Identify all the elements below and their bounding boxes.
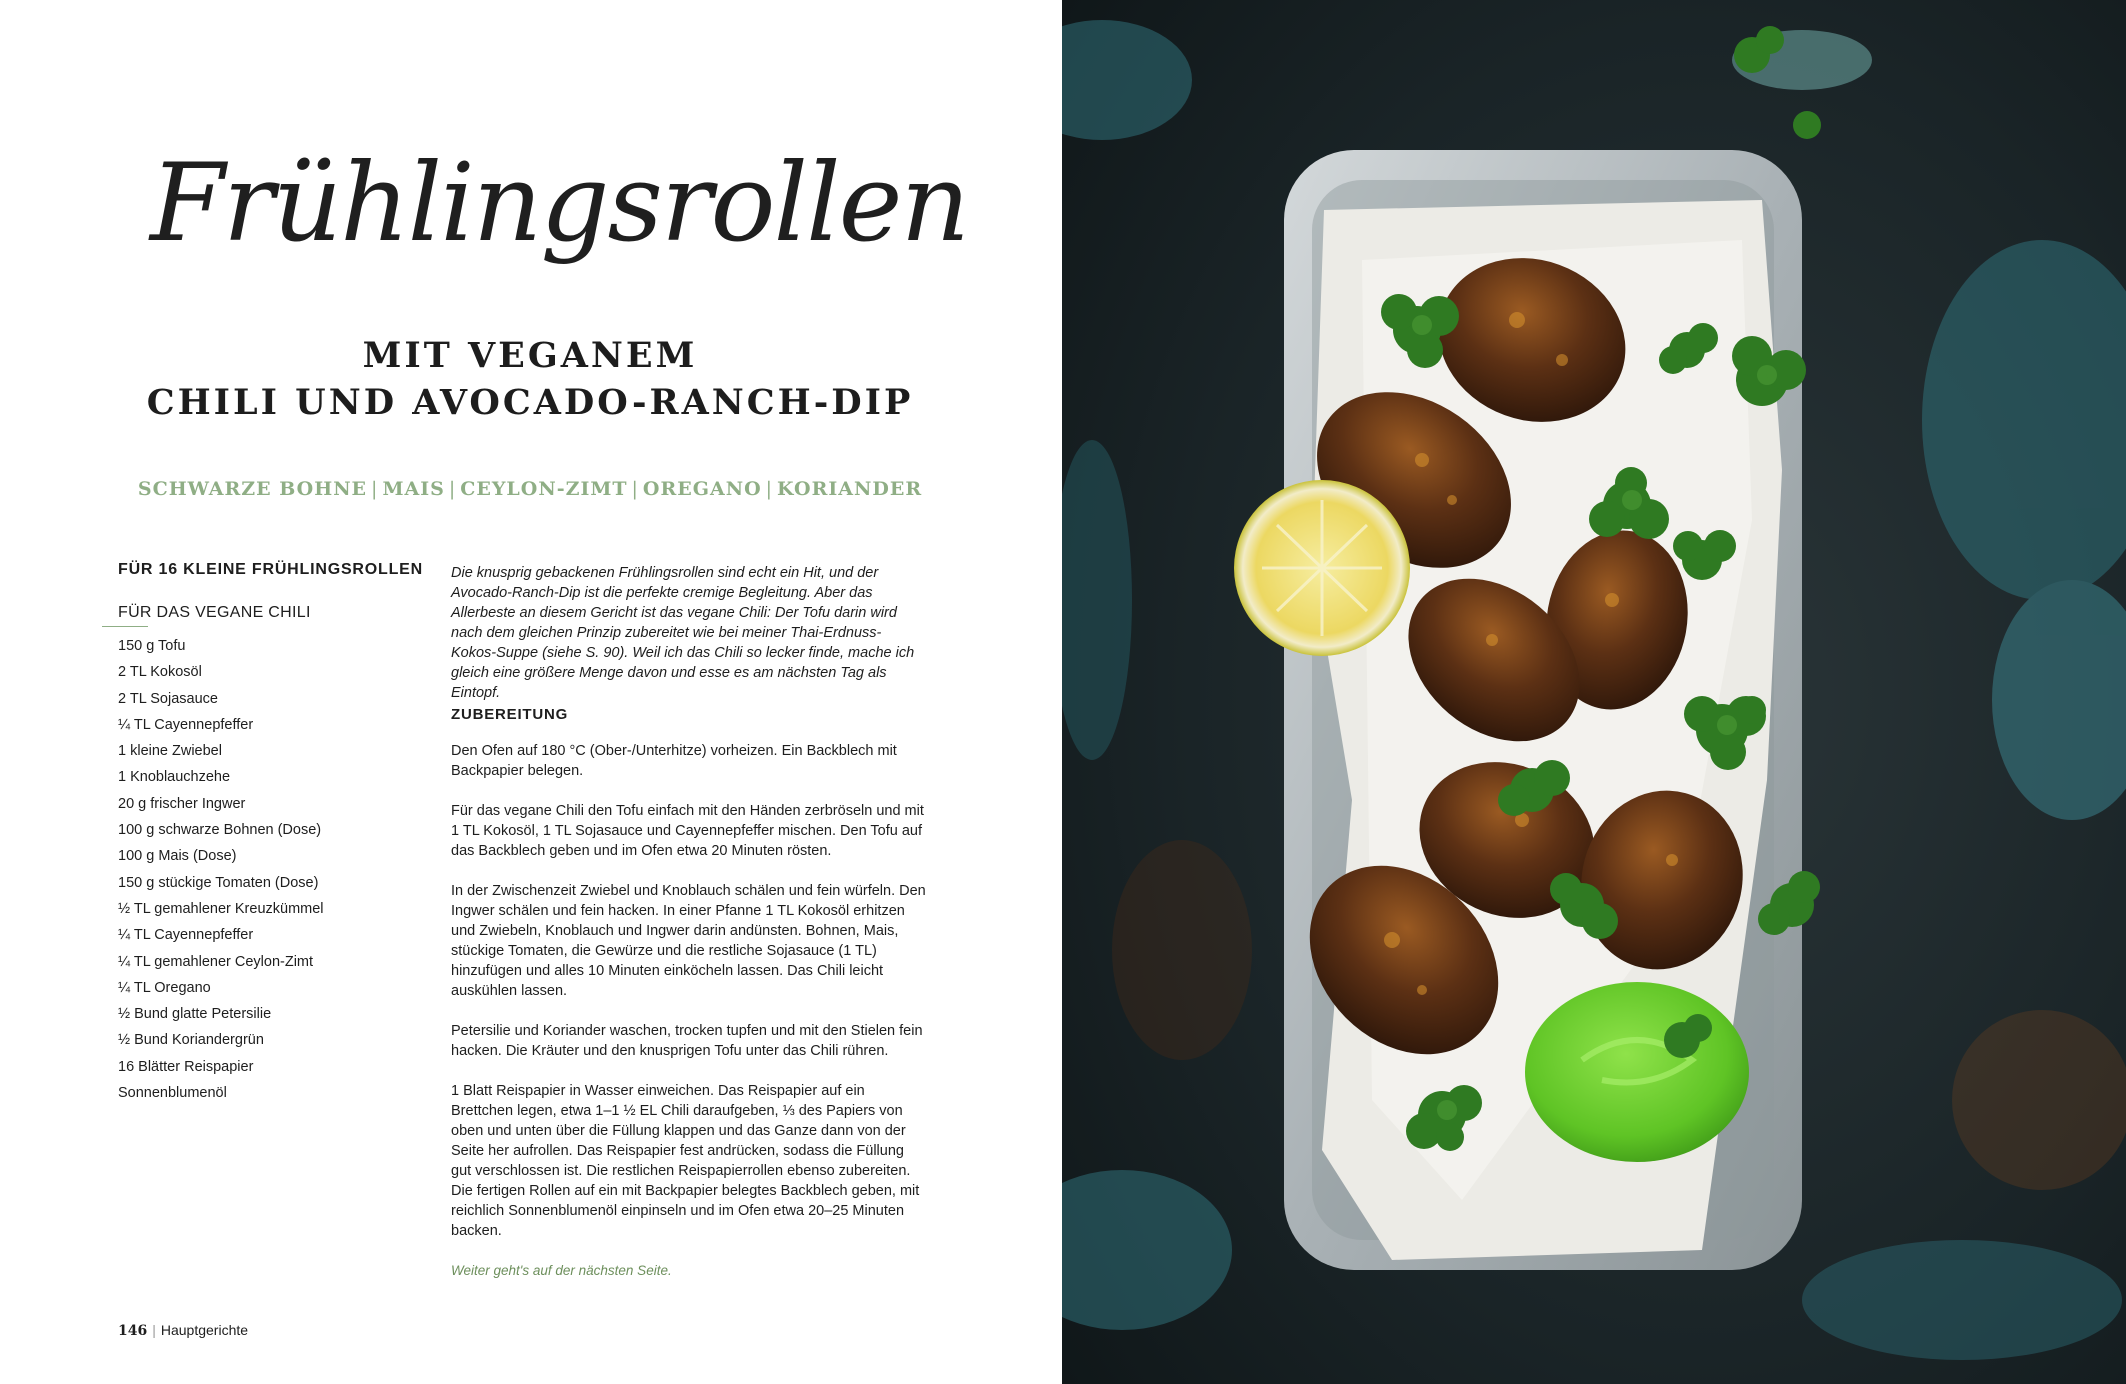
subtitle-line-2: CHILI UND AVOCADO-RANCH-DIP [146, 382, 914, 423]
ingredient-item: ¼ TL gemahlener Ceylon-Zimt [118, 953, 314, 970]
ingredient-item: 150 g Tofu [118, 638, 186, 654]
preparation-step: 1 Blatt Reispapier in Wasser einweichen. Das Reispapier auf ein Brettchen legen, etwa 1–1 ½ EL Chili daraufgeben, ⅓ des Papiers von oben und unten über die Füllung klappen und das Ganze dann von der Seite her aufrollen. Das Reispapier fest andrücken, sodass die Füllung gut verschlossen ist. Die restlichen Reispapierrollen ebenso zubereiten. Die fertigen Rollen auf ein mit Backpapier belegtes Backblech geben, mit reichlich Sonnenblumenöl einpinseln und im Ofen etwa 20–25 Minuten backen. [451, 1083, 920, 1239]
tag-separator: | [765, 478, 774, 500]
preparation-step: Für das vegane Chili den Tofu einfach mit den Händen zerbröseln und mit 1 TL Kokosöl, 1 TL Sojasauce und Cayennepfeffer mischen. Den Tofu auf das Backblech geben und im Ofen etwa 20 Minuten rösten. [451, 803, 924, 859]
spring-rolls-photo [1062, 0, 2126, 1384]
ingredient-group-heading: FÜR DAS VEGANE CHILI [118, 604, 311, 621]
avocado-dip [1525, 982, 1749, 1162]
tag-item: MAIS [382, 478, 445, 500]
ingredient-item: ¼ TL Cayennepfeffer [118, 716, 254, 733]
preparation-step: Petersilie und Koriander waschen, trocken tupfen und mit den Stielen fein hacken. Die Kräuter und den knusprigen Tofu unter das Chili rühren. [451, 1023, 923, 1059]
ingredient-item: 100 g schwarze Bohnen (Dose) [118, 822, 322, 839]
tag-separator: | [371, 478, 379, 500]
tag-item: SCHWARZE BOHNE [137, 478, 368, 500]
ingredient-item: 1 Knoblauchzehe [118, 769, 231, 786]
tag-item: KORIANDER [777, 478, 923, 500]
ingredient-item: Sonnenblumenöl [118, 1085, 227, 1102]
preparation-step: Den Ofen auf 180 °C (Ober-/Unterhitze) vorheizen. Ein Backblech mit Backpapier belegen. [451, 743, 897, 779]
continue-note: Weiter geht's auf der nächsten Seite. [451, 1263, 672, 1278]
ingredient-item: ¼ TL Oregano [118, 979, 211, 996]
ingredient-item: ½ Bund Koriandergrün [118, 1032, 264, 1049]
ingredient-item: 16 Blätter Reispapier [118, 1058, 254, 1075]
recipe-page [0, 0, 1062, 1384]
preparation-step: In der Zwischenzeit Zwiebel und Knoblauch schälen und fein würfeln. Den Ingwer schälen und fein hacken. In einer Pfanne 1 TL Kokosöl erhitzen und Zwiebeln, Knoblauch und Ingwer darin andünsten. Bohnen, Mais, stückige Tomaten, die Gewürze und die restliche Sojasauce (1 TL) hinzufügen und alles 10 Minuten einköcheln lassen. Das Chili leicht auskühlen lassen. [451, 883, 926, 999]
yield-heading: FÜR 16 KLEINE FRÜHLINGSROLLEN [118, 561, 423, 578]
group-heading-rule [102, 626, 148, 627]
ingredient-item: 20 g frischer Ingwer [118, 795, 246, 812]
tag-separator: | [448, 478, 457, 500]
ingredient-item: 2 TL Sojasauce [118, 690, 218, 707]
ingredient-item: 2 TL Kokosöl [118, 664, 202, 681]
food-photo-illustration [1062, 0, 2126, 1384]
tag-item: CEYLON-ZIMT [460, 478, 628, 500]
ingredient-item: 100 g Mais (Dose) [118, 848, 237, 865]
page-number: 146 [118, 1323, 148, 1339]
recipe-title-script: Frühlingsrollen [150, 141, 969, 266]
ingredient-list [118, 633, 324, 1106]
preparation-steps [451, 741, 926, 1261]
subtitle-line-1: MIT VEGANEM [362, 335, 698, 376]
ingredient-item: 1 kleine Zwiebel [118, 743, 222, 760]
preparation-heading: ZUBEREITUNG [451, 706, 569, 723]
ingredient-item: ¼ TL Cayennepfeffer [118, 927, 254, 944]
ingredient-item: ½ Bund glatte Petersilie [118, 1006, 272, 1023]
tag-item: OREGANO [642, 478, 762, 500]
ingredient-item: ½ TL gemahlener Kreuzkümmel [118, 900, 324, 917]
ingredient-item: 150 g stückige Tomaten (Dose) [118, 874, 319, 891]
tag-separator: | [631, 478, 639, 500]
page-footer [118, 1322, 248, 1339]
folio-separator: | [152, 1322, 156, 1338]
ingredient-tags [100, 478, 960, 500]
recipe-intro: Die knusprig gebackenen Frühlingsrollen sind echt ein Hit, und der Avocado-Ranch-Dip ist die perfekte cremige Begleitung. Aber das Allerbeste an diesem Gericht ist das vegane Chili: Der Tofu darin wird nach dem gleichen Prinzip zubereitet wie bei meiner Thai-Erdnuss-Kokos-Suppe (siehe S. 90). Weil ich das Chili so lecker finde, mache ich gleich eine größere Menge davon und esse es am nächsten Tag als Eintopf. [451, 565, 915, 701]
recipe-subtitle [100, 332, 960, 426]
section-name: Hauptgerichte [160, 1322, 249, 1338]
